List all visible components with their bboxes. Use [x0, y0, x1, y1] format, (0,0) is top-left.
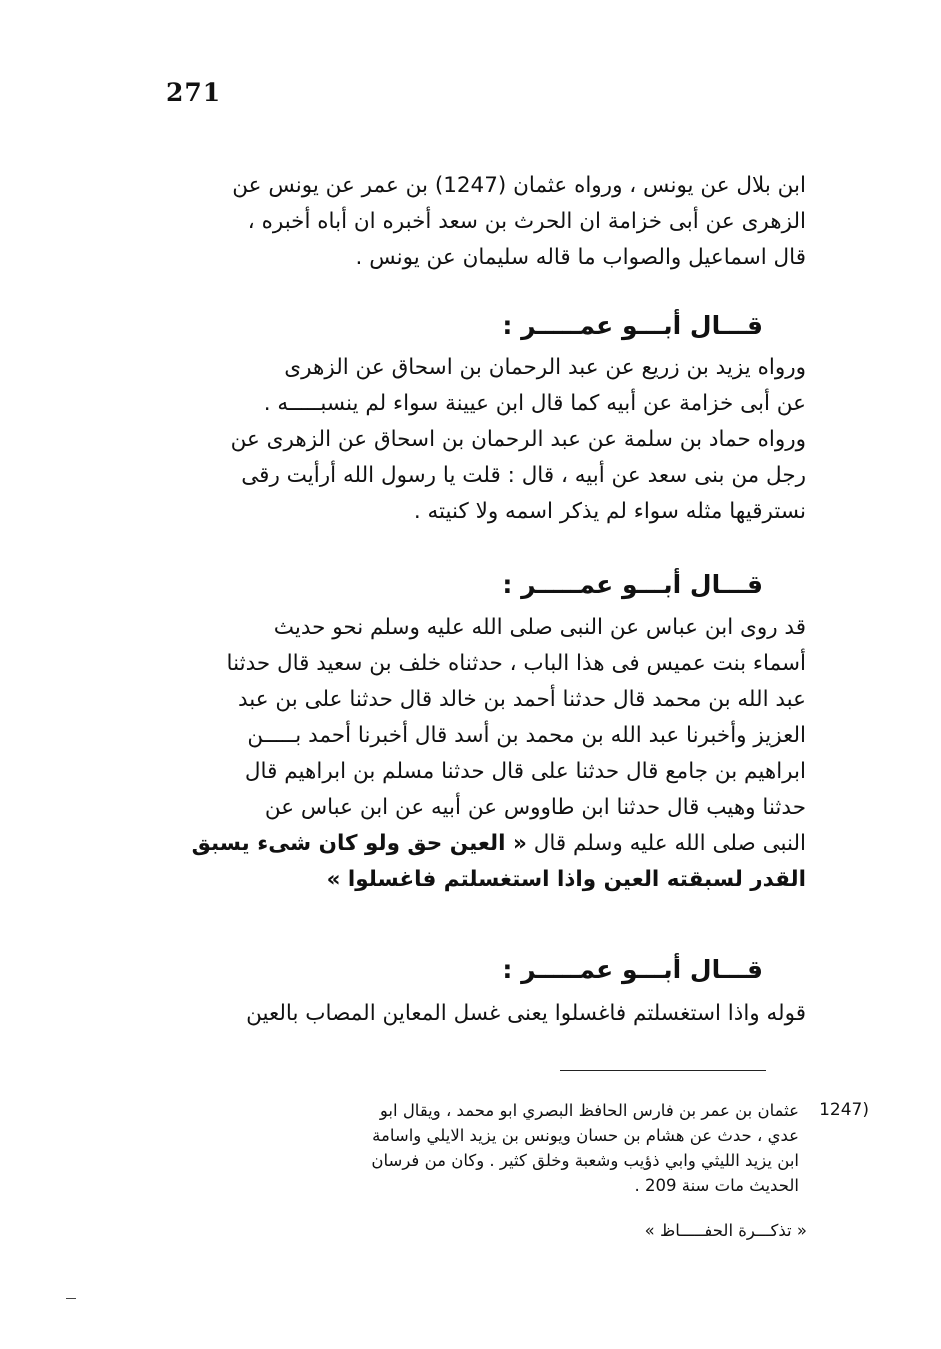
footnote-divider: [560, 1070, 766, 1071]
paragraph-2: [134, 350, 806, 530]
hadith-quote-start: « العين حق ولو كان شىء يسبق: [191, 831, 527, 856]
paragraph-4: [134, 996, 806, 1032]
text-line-mixed: [134, 826, 806, 862]
hadith-quote-end: القدر لسبقته العين واذا استغسلتم فاغسلوا »: [326, 867, 806, 892]
text-line: حدثنا وهيب قال حدثنا ابن طاووس عن أبيه عن ابن عباس عن: [264, 795, 806, 820]
text-line: ورواه يزيد بن زريع عن عبد الرحمان بن اسحاق عن الزهرى: [284, 355, 806, 380]
footnote-line: الحديث مات سنة 209 .: [634, 1176, 799, 1195]
text-line: ابن بلال عن يونس ، ورواه عثمان (1247) بن عمر عن يونس عن: [232, 173, 806, 198]
footnote-line: عدي ، حدث عن هشام بن حسان ويونس بن يزيد الايلي واسامة: [372, 1126, 799, 1145]
footnote-number: 1247): [819, 1100, 869, 1120]
text-line: رجل من بنى سعد عن أبيه ، قال : قلت يا رسول الله أرأيت رقى: [241, 463, 806, 488]
text-line: ابراهيم بن جامع قال حدثنا على قال حدثنا مسلم بن ابراهيم قال: [244, 759, 806, 784]
section-heading: قـــال أبـــو عمـــــر :: [502, 311, 763, 340]
text-line: قد روى ابن عباس عن النبى صلى الله عليه وسلم نحو حديث: [273, 615, 806, 640]
section-heading: قـــال أبـــو عمـــــر :: [502, 955, 763, 984]
footnote-line: ابن يزيد الليثي وابي ذؤيب وشعبة وخلق كثير . وكان من فرسان: [371, 1151, 799, 1170]
text-line: العزيز وأخبرنا عبد الله بن محمد بن أسد قال أخبرنا أحمد بـــــن: [247, 723, 806, 748]
text-line: عن أبى خزامة عن أبيه كما قال ابن عيينة سواء لم ينسبـــــه .: [263, 391, 806, 416]
text-line: الزهرى عن أبى خزامة ان الحرث بن سعد أخبره ان أباه أخبره ،: [247, 209, 806, 234]
text-line: قوله واذا استغسلتم فاغسلوا يعنى غسل المعاين المصاب بالعين: [246, 1001, 806, 1026]
text-line: ورواه حماد بن سلمة عن عبد الرحمان بن اسحاق عن الزهرى عن: [230, 427, 806, 452]
text-line: نسترقيها مثله سواء لم يذكر اسمه ولا كنيته .: [413, 499, 806, 524]
footnote-source: « تذكـــرة الحفـــــاظ »: [644, 1221, 807, 1240]
text-normal: النبى صلى الله عليه وسلم قال: [533, 831, 806, 856]
text-line: أسماء بنت عميس فى هذا الباب ، حدثناه خلف بن سعيد قال حدثنا: [226, 651, 806, 676]
paragraph-3: [134, 610, 806, 898]
text-line: قال اسماعيل والصواب ما قاله سليمان عن يونس .: [355, 245, 806, 270]
scan-mark: [66, 1298, 76, 1299]
footnote-line: عثمان بن عمر بن فارس الحافظ البصري ابو محمد ، ويقال ابو: [379, 1101, 799, 1120]
page-number: 271: [166, 78, 222, 107]
paragraph-1: [134, 168, 806, 276]
text-line: عبد الله بن محمد قال حدثنا أحمد بن خالد قال حدثنا على بن عبد: [238, 687, 806, 712]
section-heading: قـــال أبـــو عمـــــر :: [502, 570, 763, 599]
footnote: [134, 1098, 869, 1198]
